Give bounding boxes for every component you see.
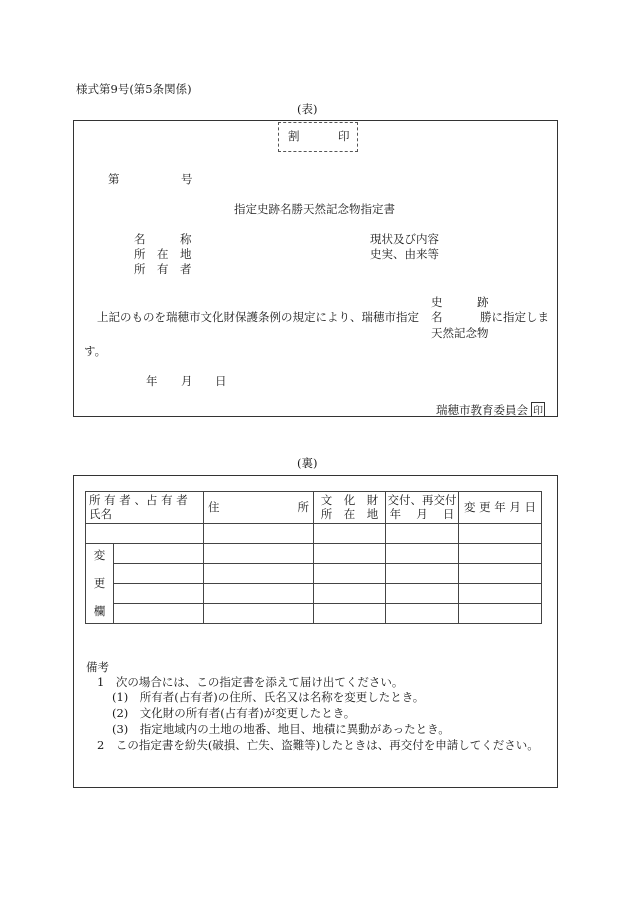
table-cell	[459, 564, 542, 584]
issuer-name: 瑞穂市教育委員会	[436, 403, 528, 417]
date-year: 年	[146, 374, 158, 388]
designation-type-mid: 名	[431, 310, 443, 324]
field-history: 史実、由来等	[370, 247, 439, 261]
table-cell	[314, 564, 386, 584]
header-owner-line2: 氏名	[89, 506, 112, 521]
form-number: 様式第9号(第5条関係)	[76, 82, 192, 96]
certificate-number-prefix: 第	[108, 172, 120, 186]
designation-text: 上記のものを瑞穂市文化財保護条例の規定により、瑞穂市指定	[97, 310, 419, 324]
tally-seal-left: 割	[288, 129, 300, 143]
table-cell	[204, 544, 314, 564]
date-month: 月	[181, 374, 193, 388]
table-cell	[459, 604, 542, 624]
notes-subitem-1: (1) 所有者(占有者)の住所、氏名又は名称を変更したとき。	[112, 690, 425, 704]
header-address-left: 住	[208, 499, 220, 514]
notes-subitem-3: (3) 指定地域内の土地の地番、地目、地積に異動があったとき。	[112, 722, 450, 736]
table-cell	[314, 604, 386, 624]
table-cell	[459, 544, 542, 564]
table-cell	[386, 564, 459, 584]
table-cell	[314, 524, 386, 544]
table-cell	[114, 544, 204, 564]
header-address-right: 所	[297, 499, 309, 514]
certificate-title: 指定史跡名勝天然記念物指定書	[234, 202, 395, 216]
designation-text-after: 勝に指定しま	[480, 310, 549, 324]
table-cell	[386, 524, 459, 544]
table-cell	[204, 524, 314, 544]
table-cell	[114, 564, 204, 584]
table-cell	[114, 584, 204, 604]
header-property-line1: 文 化 財	[320, 493, 379, 508]
header-address	[204, 492, 314, 524]
table-cell	[386, 604, 459, 624]
field-location: 所 在 地	[134, 247, 192, 261]
designation-type-top: 史 跡	[431, 295, 489, 309]
designation-type-bottom: 天然記念物	[431, 326, 489, 340]
change-label-char-3: 欄	[93, 604, 106, 619]
header-owner	[86, 492, 204, 524]
back-label: (裏)	[297, 456, 318, 470]
change-label-char-1: 変	[93, 547, 106, 562]
table-cell	[204, 584, 314, 604]
table-cell	[86, 524, 204, 544]
table-cell	[459, 524, 542, 544]
certificate-number-suffix: 号	[181, 172, 193, 186]
issuer-stamp: 印	[531, 402, 545, 417]
table-cell	[459, 584, 542, 604]
header-issue-date	[386, 492, 459, 524]
tally-seal-right: 印	[338, 129, 350, 143]
notes-heading: 備考	[86, 660, 109, 674]
front-label: (表)	[297, 102, 318, 116]
field-name: 名 称	[134, 232, 192, 246]
table-cell	[314, 544, 386, 564]
notes-item-2: 2 この指定書を紛失(破損、亡失、盗難等)したときは、再交付を申請してください。	[97, 738, 539, 752]
table-cell	[386, 584, 459, 604]
table-cell	[204, 604, 314, 624]
designation-continuation: す。	[84, 344, 107, 358]
header-change-date: 変 更 年 月 日	[459, 492, 542, 524]
header-property-location	[314, 492, 386, 524]
table-cell	[314, 584, 386, 604]
field-status: 現状及び内容	[370, 232, 439, 246]
table-cell	[114, 604, 204, 624]
notes-item-1: 1 次の場合には、この指定書を添えて届け出てください。	[97, 675, 404, 689]
change-label-char-2: 更	[93, 575, 106, 590]
field-owner: 所 有 者	[134, 262, 192, 276]
table-cell	[386, 544, 459, 564]
date-day: 日	[215, 374, 227, 388]
table-cell	[204, 564, 314, 584]
header-property-line2: 所 在 地	[320, 506, 379, 521]
change-column-label	[86, 544, 114, 624]
notes-subitem-2: (2) 文化財の所有者(占有者)が変更したとき。	[112, 706, 356, 720]
header-issue-line2: 年 月 日	[389, 506, 455, 521]
header-issue-line1: 交付、再交付	[387, 493, 457, 508]
change-record-table	[85, 491, 542, 624]
header-owner-line1: 所 有 者 、占 有 者	[89, 493, 188, 508]
